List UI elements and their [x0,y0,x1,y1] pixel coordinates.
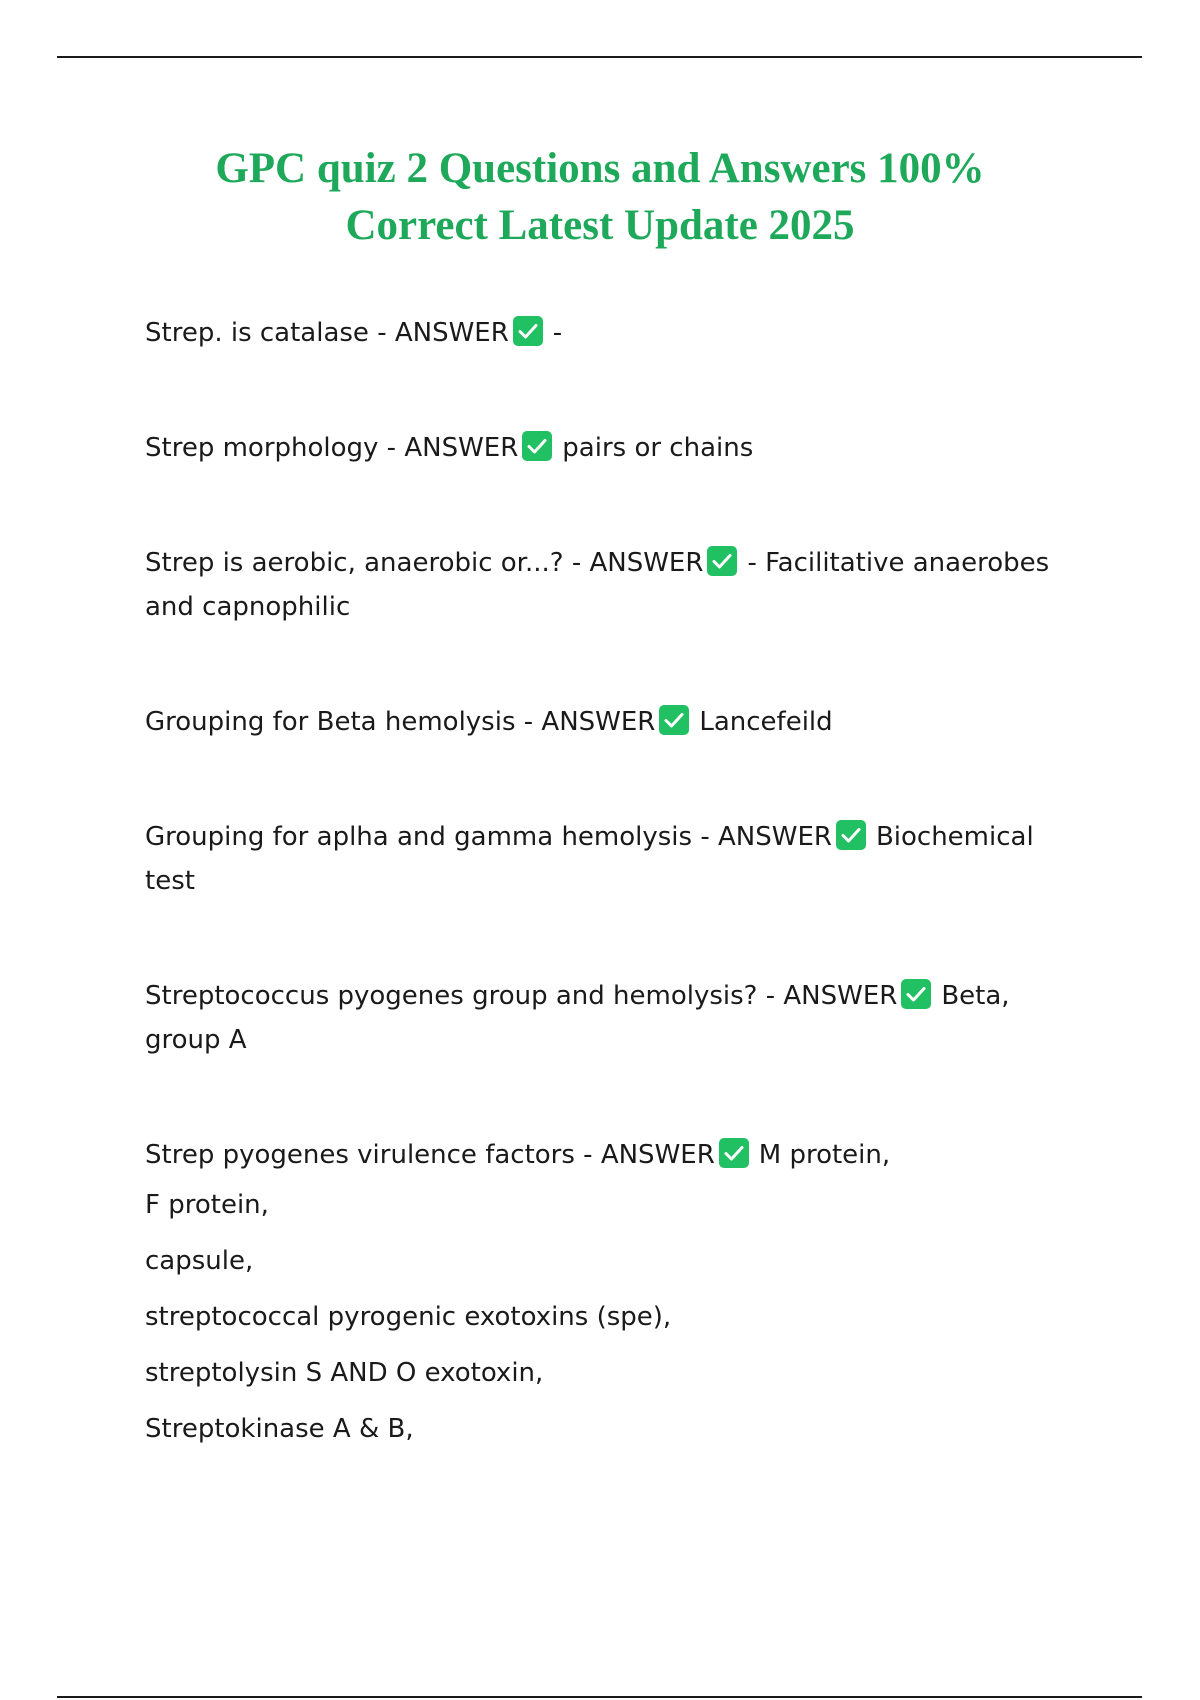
qa-item [145,311,1075,355]
answer-text: pairs or chains [562,433,754,463]
answer-text: Lancefeild [699,707,833,737]
question-text: Strep is aerobic, anaerobic or...? - ANSWER [145,548,704,578]
checkmark-icon [719,1138,749,1168]
qa-item [145,974,1075,1062]
checkmark-icon [659,705,689,735]
answer-text: Biochemical test [145,822,1034,896]
question-text: Streptococcus pyogenes group and hemolysis? - ANSWER [145,981,898,1011]
qa-item [145,1133,1075,1457]
answer-line: capsule, [145,1246,254,1276]
answer-text: - [552,318,563,348]
question-text: Strep pyogenes virulence factors - ANSWER [145,1140,715,1170]
checkmark-icon [707,546,737,576]
question-text: Strep morphology - ANSWER [145,433,519,463]
qa-item [145,700,1075,744]
title-line-1: GPC quiz 2 Questions and Answers 100% [215,145,985,192]
checkmark-icon [522,431,552,461]
question-text: Grouping for Beta hemolysis - ANSWER [145,707,656,737]
answer-text: Beta, group A [145,981,1010,1055]
bottom-divider [57,1696,1142,1698]
answer-line: streptolysin S AND O exotoxin, [145,1358,544,1388]
question-text: Strep. is catalase - ANSWER [145,318,509,348]
checkmark-icon [513,316,543,346]
checkmark-icon [901,979,931,1009]
title-line-2: Correct Latest Update 2025 [345,202,855,249]
answer-line: streptococcal pyrogenic exotoxins (spe), [145,1302,672,1332]
answer-text: - Facilitative anaerobes and capnophilic [145,548,1050,622]
checkmark-icon [836,820,866,850]
question-text: Grouping for aplha and gamma hemolysis - ANSWER [145,822,832,852]
answer-text: M protein, [758,1140,891,1170]
qa-item [145,541,1075,629]
answer-line: Streptokinase A & B, [145,1414,414,1444]
qa-item [145,426,1075,470]
qa-item [145,815,1075,903]
answer-line: F protein, [145,1190,269,1220]
